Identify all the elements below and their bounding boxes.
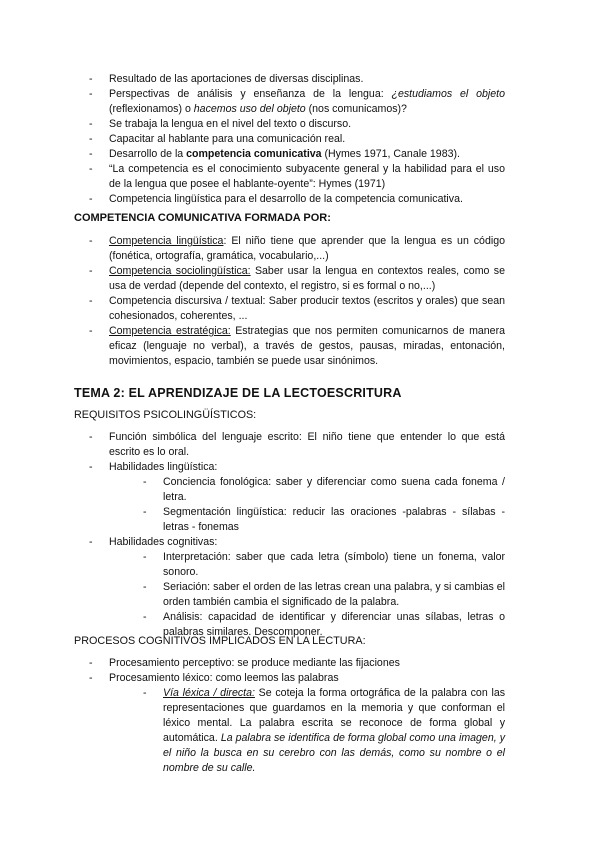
list-item: - Perspectivas de análisis y enseñanza de la lengua: ¿estudiamos el objeto (reflexionamos) o hacemos uso del objeto (nos comunicamos)? [89,88,505,115]
list-item: - Se trabaja la lengua en el nivel del texto o discurso. [89,118,352,130]
tema-title: TEMA 2: EL APRENDIZAJE DE LA LECTOESCRITURA [74,386,402,400]
intro-section [0,72,505,207]
list-item: - “La competencia es el conocimiento subyacente general y la habilidad para el uso de la lengua que posee el hablante-oyente”: Hymes (1971) [89,163,505,190]
requisitos-heading: REQUISITOS PSICOLINGÜÍSTICOS: [74,409,257,421]
procesos-heading: PROCESOS COGNITIVOS IMPLICADOS EN LA LECTURA: [74,635,366,647]
sub-list-item: - Vía léxica / directa: Se coteja la forma ortográfica de la palabra con las representaciones que guardamos en la memoria y que conforman el léxico mental. La palabra escrita se reconoce de forma global y automática. La palabra se identifica de forma global como una imagen, y el niño la busca en su cerebro con las demás, como su nombre o el nombre de su calle. [143,687,506,774]
competencia-heading: COMPETENCIA COMUNICATIVA FORMADA POR: [74,212,331,224]
sub-list [143,686,505,776]
list-item: - Capacitar al hablante para una comunicación real. [89,133,346,145]
requisitos-list [89,430,505,640]
sub-list-item: - Análisis: capacidad de identificar y diferenciar unas sílabas, letras o palabras similares. Descomponer. [143,611,505,638]
list-item: - Función simbólica del lenguaje escrito: El niño tiene que entender lo que está escrito es lo oral. [89,431,505,458]
list-item: - Procesamiento perceptivo: se produce mediante las fijaciones [89,657,400,669]
list-item: - Competencia discursiva / textual: Saber producir textos (escritos y orales) que sean cohesionados, coherentes, ... [89,295,505,322]
list-item: - Procesamiento léxico: como leemos las palabras - Vía léxica / directa: Se coteja la forma ortográfica de la palabra con las representaciones que guardamos en la memoria y que conforman el léxico mental. La palabra escrita se reconoce de forma global y automática. La palabra se identifica de forma global como una imagen, y el niño la busca en su cerebro con las demás, como su nombre o el nombre de su calle. [89,672,506,774]
list-item: - Desarrollo de la competencia comunicativa (Hymes 1971, Canale 1983). [89,148,460,160]
procesos-section [0,656,505,776]
list-item: - Competencia lingüística para el desarrollo de la competencia comunicativa. [89,193,463,205]
competencia-list [89,234,505,369]
list-item: - Competencia lingüística: El niño tiene que aprender que la lengua es un código (fonética, ortografía, gramática, vocabulario,...) [89,235,505,262]
sub-list [143,550,505,640]
list-item: - Habilidades lingüística: - Conciencia fonológica: saber y diferenciar como suena cada fonema / letra. - Segmentación lingüística: reducir las oraciones -palabras - sílabas - letras - fonemas [89,461,505,533]
sub-list-item: - Interpretación: saber que cada letra (símbolo) tiene un fonema, valor sonoro. [143,551,505,578]
sub-list [143,475,505,535]
intro-list [89,72,505,207]
list-item: - Competencia estratégica: Estrategias que nos permiten comunicarnos de manera eficaz (lenguaje no verbal), a través de gestos, pausas, miradas, entonación, movimientos, espacio, también se puede usar sinónimos. [89,325,505,367]
requisitos-section [0,430,505,640]
sub-list-item: - Seriación: saber el orden de las letras crean una palabra, y si cambias el orden también cambia el significado de la palabra. [143,581,505,608]
sub-list-item: - Segmentación lingüística: reducir las oraciones -palabras - sílabas - letras - fonemas [143,506,505,533]
list-item: - Competencia sociolingüística: Saber usar la lengua en contextos reales, como se usa de verdad (depende del contexto, el registro, si es formal o no,...) [89,265,505,292]
list-item: - Resultado de las aportaciones de diversas disciplinas. [89,73,364,85]
sub-list-item: - Conciencia fonológica: saber y diferenciar como suena cada fonema / letra. [143,476,505,503]
procesos-list [89,656,505,776]
list-item: - Habilidades cognitivas: - Interpretación: saber que cada letra (símbolo) tiene un fonema, valor sonoro. - Seriación: saber el orden de las letras crean una palabra, y si cambias el orden también cambia el significado de la palabra. - Análisis: capacidad de identificar y diferenciar unas sílabas, letras o palabras similares. Descomponer. [89,536,505,638]
competencia-section [0,234,505,369]
